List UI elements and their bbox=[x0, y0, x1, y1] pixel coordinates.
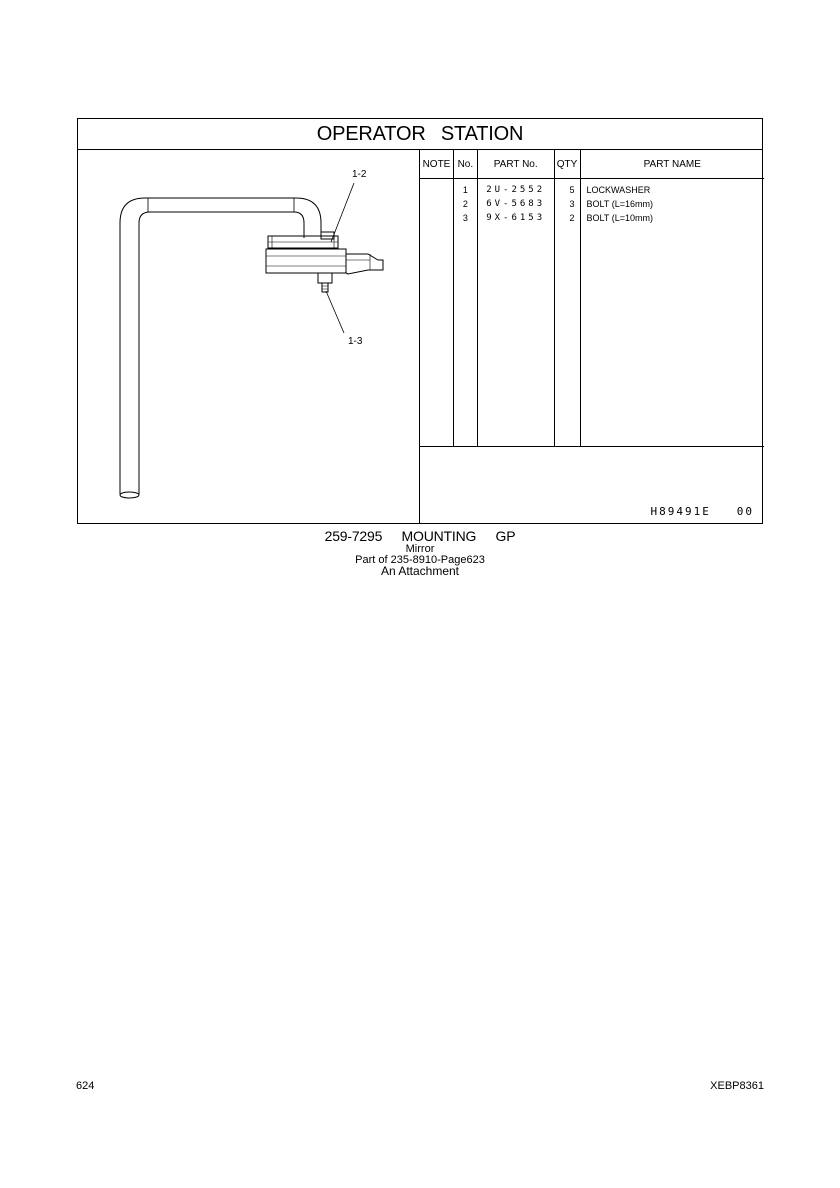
pipe-bend-outer bbox=[120, 198, 321, 238]
header-part-name: PART NAME bbox=[580, 150, 764, 179]
table-row-qty: 3 bbox=[569, 199, 575, 209]
document-code: XEBP8361 bbox=[710, 1080, 764, 1092]
table-footer bbox=[420, 446, 764, 524]
pipe-end bbox=[120, 492, 139, 498]
parts-table bbox=[420, 150, 764, 446]
group-title: 259-7295 MOUNTING GP bbox=[324, 528, 516, 544]
exploded-drawing bbox=[78, 150, 420, 524]
pipe-bend-inner bbox=[139, 212, 304, 238]
bracket-body bbox=[266, 249, 346, 273]
table-row-no: 3 bbox=[462, 213, 468, 223]
table-row-part-no: 6V-5683 bbox=[486, 199, 546, 209]
illustration-reference-code: H89491E 00 bbox=[650, 505, 754, 518]
table-row-no: 2 bbox=[462, 199, 468, 209]
callout-1-2: 1-2 bbox=[352, 169, 367, 180]
note-column bbox=[420, 179, 453, 446]
parts-list bbox=[420, 150, 764, 524]
table-row-no: 1 bbox=[462, 185, 468, 195]
lower-bolt-head bbox=[318, 273, 332, 283]
header-no: No. bbox=[453, 150, 477, 179]
page-number: 624 bbox=[76, 1080, 95, 1092]
no-column bbox=[453, 179, 477, 446]
part-name-column bbox=[580, 179, 764, 446]
table-row-qty: 5 bbox=[569, 185, 575, 195]
section-title: OPERATOR STATION bbox=[78, 119, 762, 150]
group-parent-reference: Part of 235-8910-Page623 bbox=[355, 554, 485, 566]
part-no-column bbox=[477, 179, 554, 446]
table-row-part-no: 9X-6153 bbox=[486, 213, 546, 223]
group-subtitle: Mirror bbox=[405, 543, 435, 555]
callout-1-3: 1-3 bbox=[348, 336, 363, 347]
mirror-mount-illustration bbox=[78, 150, 420, 524]
table-row-part-name: BOLT (L=16mm) bbox=[586, 199, 653, 209]
group-attachment-note: An Attachment bbox=[380, 564, 460, 578]
parts-diagram-frame bbox=[77, 118, 763, 524]
table-row-qty: 2 bbox=[569, 213, 575, 223]
header-part-no: PART No. bbox=[477, 150, 554, 179]
table-row-part-no: 2U-2552 bbox=[486, 185, 546, 195]
table-row-part-name: LOCKWASHER bbox=[586, 185, 651, 195]
header-qty: QTY bbox=[554, 150, 580, 179]
pipe-vertical bbox=[120, 223, 139, 494]
header-note: NOTE bbox=[420, 150, 453, 179]
table-row-part-name: BOLT (L=10mm) bbox=[586, 213, 653, 223]
qty-column bbox=[554, 179, 580, 446]
